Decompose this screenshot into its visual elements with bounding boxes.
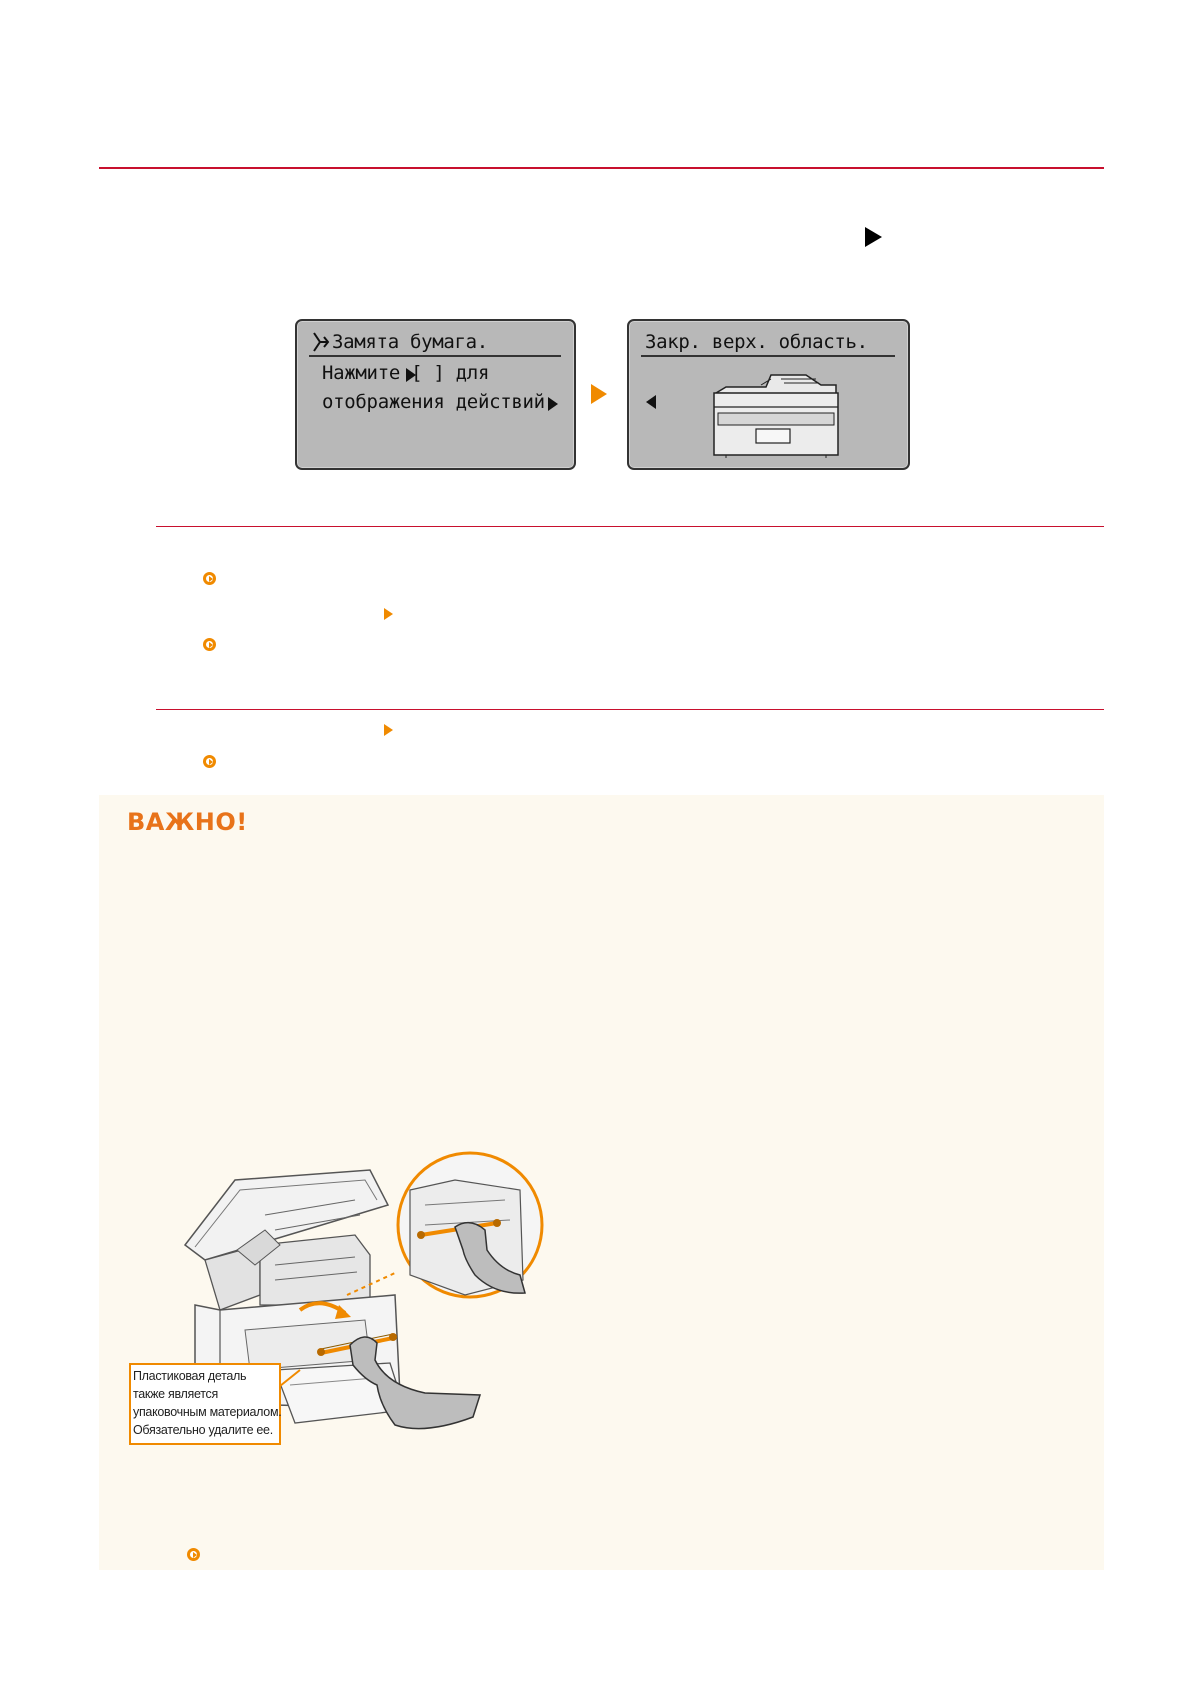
lcd-line-close-top: Закр. верх. область. [645, 331, 868, 353]
lcd-line-press: Нажмите [ ] для [322, 362, 490, 384]
lcd-inline-arrow-icon [406, 368, 416, 382]
link-bullet-icon[interactable] [187, 1548, 200, 1561]
lcd-line-actions: отображения действий. [322, 391, 556, 413]
section-rule [156, 526, 1104, 527]
link-bullet-icon[interactable] [203, 572, 216, 585]
step-arrow-icon [384, 608, 393, 620]
lcd-screen-close-top [627, 319, 910, 470]
lcd-divider [309, 355, 561, 357]
heading-rule [99, 167, 1104, 169]
play-arrow-icon [865, 227, 882, 247]
next-screen-arrow-icon [591, 384, 607, 404]
step-arrow-icon [384, 724, 393, 736]
lcd-divider [641, 355, 895, 357]
callout-line-1: Пластиковая деталь [133, 1369, 247, 1383]
lcd-line-jam-title: Замята бумага. [332, 331, 488, 353]
printer-icon [706, 363, 846, 458]
section-rule [156, 709, 1104, 710]
lcd-back-arrow-icon [646, 395, 656, 409]
callout-line-2: также является [133, 1387, 218, 1401]
link-bullet-icon[interactable] [203, 755, 216, 768]
lcd-next-arrow-icon [548, 397, 558, 411]
callout-line-3: упаковочным материалом. [133, 1405, 282, 1419]
important-title: ВАЖНО! [127, 808, 248, 836]
callout-line-4: Обязательно удалите ее. [133, 1423, 273, 1437]
lcd-screen-paper-jam [295, 319, 576, 470]
link-bullet-icon[interactable] [203, 638, 216, 651]
paper-jam-icon [311, 331, 331, 353]
